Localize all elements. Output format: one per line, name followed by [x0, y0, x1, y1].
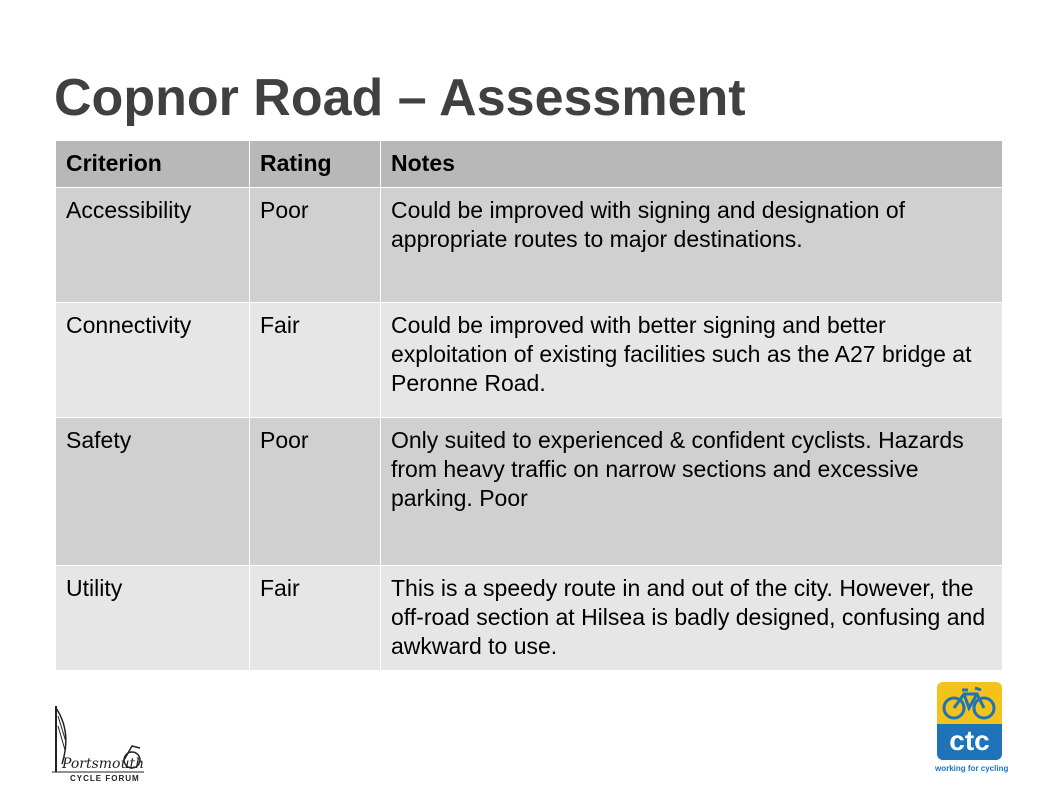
- table-row: [56, 418, 1003, 566]
- logo-script-text: Portsmouth: [62, 756, 145, 772]
- assessment-table: [55, 140, 1003, 671]
- cell-notes: Could be improved with signing and designation of appropriate routes to major destinations.: [381, 188, 1003, 303]
- cell-criterion: Utility: [56, 566, 250, 671]
- portsmouth-cycle-forum-logo: [48, 702, 148, 786]
- cell-notes: This is a speedy route in and out of the city. However, the off-road section at Hilsea is badly designed, confusing and awkward to use.: [381, 566, 1003, 671]
- ctc-logo: [935, 682, 1009, 777]
- bicycle-icon: [937, 682, 1002, 724]
- slide-title: Copnor Road – Assessment: [54, 69, 746, 127]
- cell-rating: Fair: [250, 566, 381, 671]
- ctc-tagline: working for cycling: [935, 764, 1009, 773]
- cell-rating: Poor: [250, 188, 381, 303]
- logo-sub-text: CYCLE FORUM: [70, 774, 140, 783]
- table-row: [56, 303, 1003, 418]
- ctc-logo-yellow: [937, 682, 1002, 724]
- cell-notes: Could be improved with better signing and better exploitation of existing facilities such as the A27 bridge at Peronne Road.: [381, 303, 1003, 418]
- header-notes: Notes: [381, 141, 1003, 188]
- cell-criterion: Accessibility: [56, 188, 250, 303]
- table-row: [56, 566, 1003, 671]
- table-row: [56, 188, 1003, 303]
- cell-notes: Only suited to experienced & confident cyclists. Hazards from heavy traffic on narrow sections and excessive parking. Poor: [381, 418, 1003, 566]
- cell-criterion: Safety: [56, 418, 250, 566]
- ctc-logo-text: ctc: [937, 724, 1002, 760]
- table-header-row: [56, 141, 1003, 188]
- header-rating: Rating: [250, 141, 381, 188]
- cell-rating: Poor: [250, 418, 381, 566]
- cell-rating: Fair: [250, 303, 381, 418]
- cell-criterion: Connectivity: [56, 303, 250, 418]
- header-criterion: Criterion: [56, 141, 250, 188]
